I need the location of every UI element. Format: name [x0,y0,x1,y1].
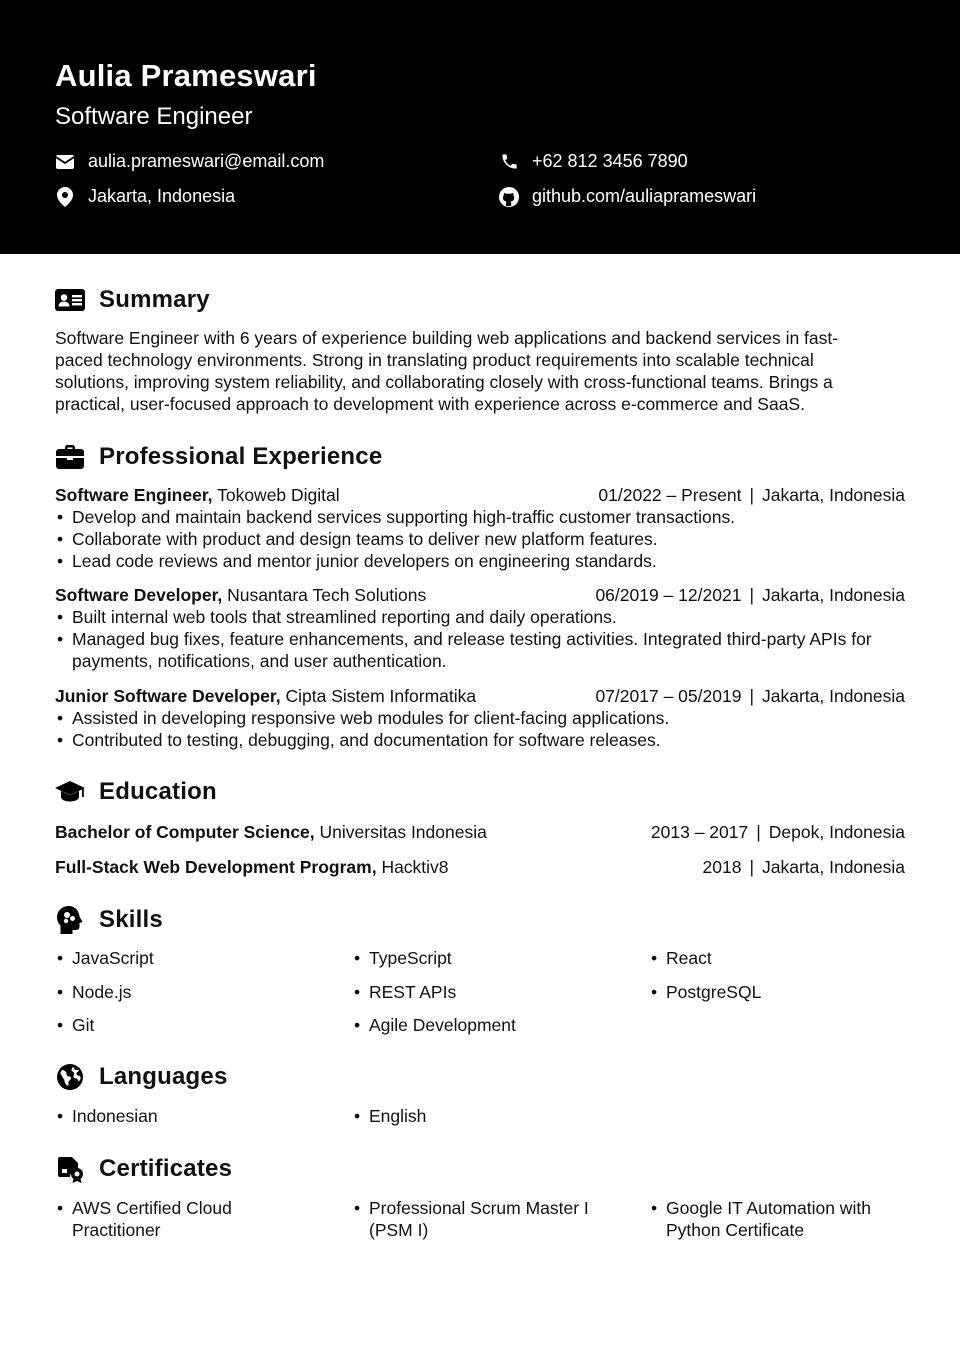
summary-text [55,327,905,415]
section-certificates-heading [55,1154,232,1184]
list-item: • Built internal web tools that streamlined reporting and daily operations. [55,606,905,628]
certificate-item [352,1197,589,1241]
job-bullets [55,506,905,572]
separator: | [749,857,754,877]
job-dates: 07/2017 – 05/2019 [595,686,742,706]
contact-email [55,151,324,172]
github-icon [499,187,519,207]
skill-item: • Agile Development [352,1014,516,1036]
job-title: Software Developer, [55,585,223,605]
list-item: • Collaborate with product and design teams to deliver new platform features. [55,528,905,550]
summary-line: practical, user-focused approach to development with experience across e-commerce and SaaS. [55,394,805,414]
contact-phone [499,151,688,172]
job-bullets [55,707,905,751]
summary-line: solutions, improving system reliability, and collaborating closely with cross-functional teams. Brings a [55,372,833,392]
certificate-line: • Professional Scrum Master I [369,1198,589,1218]
job-title: Junior Software Developer, [55,686,281,706]
job-company: Tokoweb Digital [217,485,340,505]
language-item: • Indonesian [55,1105,158,1127]
skill-item: • Git [55,1014,94,1036]
degree: Bachelor of Computer Science, [55,822,315,842]
summary-line: paced technology environments. Strong in translating product requirements into scalable technical [55,350,814,370]
job-header [55,484,905,506]
skill-item: • React [649,947,712,969]
skill-item: • REST APIs [352,981,456,1003]
list-item: • Develop and maintain backend services supporting high-traffic customer transactions. [55,506,905,528]
section-languages-heading [55,1062,228,1092]
job-bullets [55,606,905,672]
certificate-line: • AWS Certified Cloud [72,1198,232,1218]
education-dates: 2018 [702,857,742,877]
job-header [55,685,905,707]
certificate-line: (PSM I) [369,1220,429,1240]
degree: Full-Stack Web Development Program, [55,857,377,877]
certificate-line: Practitioner [72,1220,161,1240]
job-dates: 06/2019 – 12/2021 [595,585,742,605]
separator: | [749,485,754,505]
language-item: • English [352,1105,426,1127]
phone-text: +62 812 3456 7890 [532,151,688,171]
briefcase-icon [55,442,85,472]
education-entry [55,821,905,843]
skill-item: • PostgreSQL [649,981,761,1003]
resume-header [0,0,960,254]
separator: | [756,822,761,842]
envelope-icon [55,152,75,172]
certificate-item [55,1197,232,1241]
email-text: aulia.prameswari@email.com [88,151,325,171]
school: Universitas Indonesia [319,822,487,842]
candidate-name: Aulia Prameswari [55,58,317,93]
education-location: Jakarta, Indonesia [761,857,905,877]
github-text: github.com/auliaprameswari [532,186,757,206]
section-title-certificates: Certificates [99,1155,233,1182]
education-location: Depok, Indonesia [768,822,905,842]
certificate-item [649,1197,871,1241]
skill-item: • JavaScript [55,947,154,969]
education-entry [55,856,905,878]
education-dates: 2013 – 2017 [650,822,749,842]
list-item: • Assisted in developing responsive web modules for client-facing applications. [55,707,905,729]
candidate-role: Software Engineer [55,103,253,130]
job-header [55,584,905,606]
list-item: • Contributed to testing, debugging, and documentation for software releases. [55,729,905,751]
location-text: Jakarta, Indonesia [88,186,236,206]
contact-location [55,186,235,207]
skill-item: • Node.js [55,981,131,1003]
section-title-skills: Skills [99,906,163,933]
job-location: Jakarta, Indonesia [761,686,905,706]
school: Hacktiv8 [381,857,449,877]
phone-icon [499,152,519,172]
section-experience-heading [55,442,382,472]
section-education-heading [55,777,217,807]
globe-icon [55,1062,85,1092]
certificate-line: Python Certificate [666,1220,805,1240]
section-title-experience: Professional Experience [99,443,383,470]
job-location: Jakarta, Indonesia [761,485,905,505]
section-summary-heading [55,285,210,315]
section-title-summary: Summary [99,286,210,313]
job-location: Jakarta, Indonesia [761,585,905,605]
map-pin-icon [55,187,75,207]
skill-item: • TypeScript [352,947,452,969]
section-title-education: Education [99,778,217,805]
job-title: Software Engineer, [55,485,213,505]
summary-line: Software Engineer with 6 years of experience building web applications and backend services in fast- [55,328,839,348]
contact-github [499,186,756,207]
certificate-icon [55,1154,85,1184]
section-title-languages: Languages [99,1063,228,1090]
id-card-icon [55,285,85,315]
list-item: • Lead code reviews and mentor junior developers on engineering standards. [55,550,905,572]
section-skills-heading [55,905,163,935]
separator: | [749,585,754,605]
job-company: Cipta Sistem Informatika [285,686,477,706]
job-dates: 01/2022 – Present [598,485,742,505]
job-company: Nusantara Tech Solutions [227,585,427,605]
separator: | [749,686,754,706]
head-brain-icon [55,905,85,935]
list-item: • Managed bug fixes, feature enhancements, and release testing activities. Integrated third-party APIs for payments, notifications, and user authentication. [55,628,905,672]
certificate-line: • Google IT Automation with [666,1198,871,1218]
graduation-cap-icon [55,777,85,807]
